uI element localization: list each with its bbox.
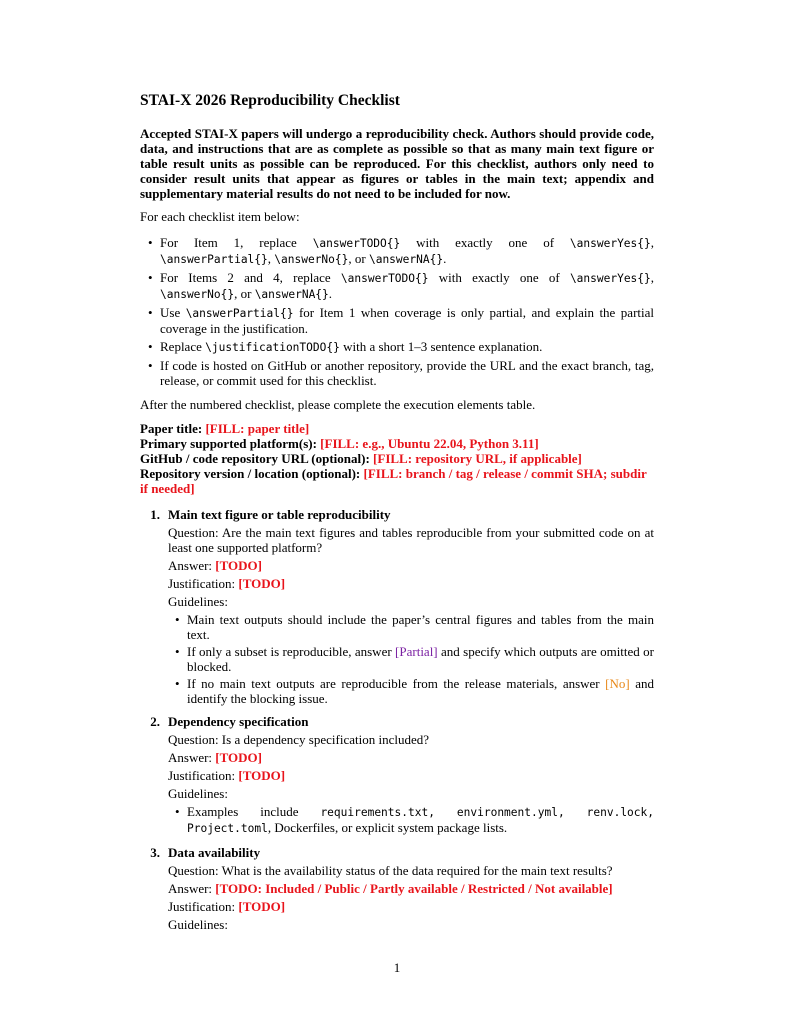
instruction-list (140, 235, 654, 391)
latex-macro: \answerPartial{} (160, 253, 268, 266)
item-justification (168, 576, 654, 591)
instruction-item (140, 270, 654, 302)
justification-placeholder: [TODO] (238, 899, 286, 914)
answer-label: Answer: (168, 881, 216, 896)
guideline (168, 804, 654, 836)
item-justification (168, 768, 654, 783)
item-answer (168, 558, 654, 573)
latex-macro: \answerNA{} (368, 253, 444, 266)
latex-macro: \answerTODO{} (340, 272, 429, 285)
checklist-item-3 (150, 845, 654, 932)
file-name: requirements.txt, (320, 806, 435, 819)
item-heading: Data availability (168, 845, 261, 860)
item-justification (168, 899, 654, 914)
partial-tag: [Partial] (395, 644, 438, 659)
text: Use (160, 305, 186, 320)
page-title: STAI-X 2026 Reproducibility Checklist (140, 92, 400, 109)
meta-label: Paper title: (140, 421, 206, 436)
guidelines-label: Guidelines: (168, 917, 228, 932)
item-heading: Main text figure or table reproducibility (168, 507, 391, 522)
justification-label: Justification: (168, 576, 239, 591)
answer-label: Answer: (168, 750, 216, 765)
checklist-item-2 (150, 714, 654, 838)
after-text: After the numbered checklist, please complete the execution elements table. (140, 397, 536, 412)
no-tag: [No] (605, 676, 630, 691)
text: , (650, 270, 655, 285)
justification-label: Justification: (168, 899, 239, 914)
item-answer (168, 881, 654, 896)
file-name: renv.lock, (586, 806, 654, 819)
text: , (267, 251, 275, 266)
latex-macro: \answerNA{} (254, 288, 329, 301)
instruction-item (140, 235, 654, 267)
meta-paper-title (140, 421, 654, 436)
guideline (168, 676, 654, 706)
justification-placeholder: [TODO] (238, 768, 286, 783)
text: , (650, 235, 654, 250)
latex-macro: \answerNo{} (274, 253, 349, 266)
latex-macro: \answerYes{} (569, 237, 651, 250)
meta-label: GitHub / code repository URL (optional): (140, 451, 374, 466)
text: and identify the blocking issue. (187, 676, 654, 706)
intro-paragraph: Accepted STAI-X papers will undergo a reproducibility check. Authors should provide code, data, and instructions that are as complete as possible so that as many main text figure or table result units as possible can be reproduced. For this checklist, authors only need to consider result units that appear as figures or tables in the main text; appendix and supplementary material results do not need to be included for now. (140, 126, 654, 201)
item-question: Question: Is a dependency specification included? (168, 732, 429, 747)
checklist-item-1 (150, 507, 654, 708)
text: For Items 2 and 4, replace (160, 270, 341, 285)
page-number: 1 (393, 960, 401, 975)
text: . (328, 286, 333, 301)
item-number: 3. (150, 845, 160, 860)
instruction-item: • If code is hosted on GitHub or another repository, provide the URL and the exact branch, tag, release, or commit used for this checklist. (140, 358, 654, 388)
guidelines-list (168, 804, 654, 836)
justification-label: Justification: (168, 768, 239, 783)
text: , or (234, 286, 255, 301)
for-each-text: For each checklist item below: (140, 209, 300, 224)
file-name: environment.yml, (456, 806, 565, 819)
guideline: • Main text outputs should include the paper’s central figures and tables from the main text. (168, 612, 654, 642)
meta-label: Primary supported platform(s): (140, 436, 321, 451)
fill-placeholder: [FILL: paper title] (205, 421, 310, 436)
paper-metadata (140, 421, 654, 496)
text: with exactly one of (428, 270, 570, 285)
guidelines-label: Guidelines: (168, 594, 228, 609)
text: , or (348, 251, 369, 266)
text: If only a subset is reproducible, answer (187, 644, 396, 659)
latex-macro: \answerNo{} (160, 288, 235, 301)
text: If no main text outputs are reproducible from the release materials, answer (187, 676, 606, 691)
answer-placeholder: [TODO] (215, 558, 263, 573)
answer-placeholder: [TODO: Included / Public / Partly available / Restricted / Not available] (215, 881, 613, 896)
meta-repo (140, 451, 654, 466)
item-heading: Dependency specification (168, 714, 309, 729)
text: and specify which outputs are omitted or blocked. (187, 644, 654, 674)
item-number: 2. (150, 714, 160, 729)
meta-platform (140, 436, 654, 451)
latex-macro: \justificationTODO{} (205, 341, 340, 354)
text: , Dockerfiles, or explicit system package lists. (267, 820, 508, 835)
text: include (260, 804, 299, 819)
instruction-item (140, 305, 654, 336)
latex-macro: \answerYes{} (569, 272, 651, 285)
item-question: Question: Are the main text figures and tables reproducible from your submitted code on at least one supported platform? (168, 525, 654, 555)
fill-placeholder: [FILL: e.g., Ubuntu 22.04, Python 3.11] (320, 436, 539, 451)
text: with a short 1–3 sentence explanation. (339, 339, 543, 354)
item-question: Question: What is the availability status of the data required for the main text results? (168, 863, 613, 878)
file-name: Project.toml (187, 822, 268, 835)
guideline (168, 644, 654, 674)
answer-label: Answer: (168, 558, 216, 573)
text: for Item 1 when coverage is only partial, and explain the partial coverage in the justification. (160, 305, 654, 336)
meta-label: Repository version / location (optional): (140, 466, 364, 481)
text: Examples (187, 804, 239, 819)
item-number: 1. (150, 507, 160, 522)
latex-macro: \answerTODO{} (312, 237, 401, 250)
instruction-item (140, 339, 654, 355)
guideline-first-line (187, 804, 654, 820)
justification-placeholder: [TODO] (238, 576, 286, 591)
text: with exactly one of (400, 235, 570, 250)
item-answer (168, 750, 654, 765)
guideline-second-line (187, 820, 654, 836)
text: . (443, 251, 447, 266)
meta-version (140, 466, 654, 496)
guidelines-list (168, 612, 654, 706)
text: Replace (160, 339, 206, 354)
fill-placeholder: [FILL: repository URL, if applicable] (373, 451, 582, 466)
guidelines-label: Guidelines: (168, 786, 228, 801)
fill-placeholder: [FILL: branch / tag / release / commit SHA; subdir if needed] (140, 466, 647, 496)
latex-macro: \answerPartial{} (185, 307, 294, 320)
text: For Item 1, replace (160, 235, 313, 250)
answer-placeholder: [TODO] (215, 750, 263, 765)
